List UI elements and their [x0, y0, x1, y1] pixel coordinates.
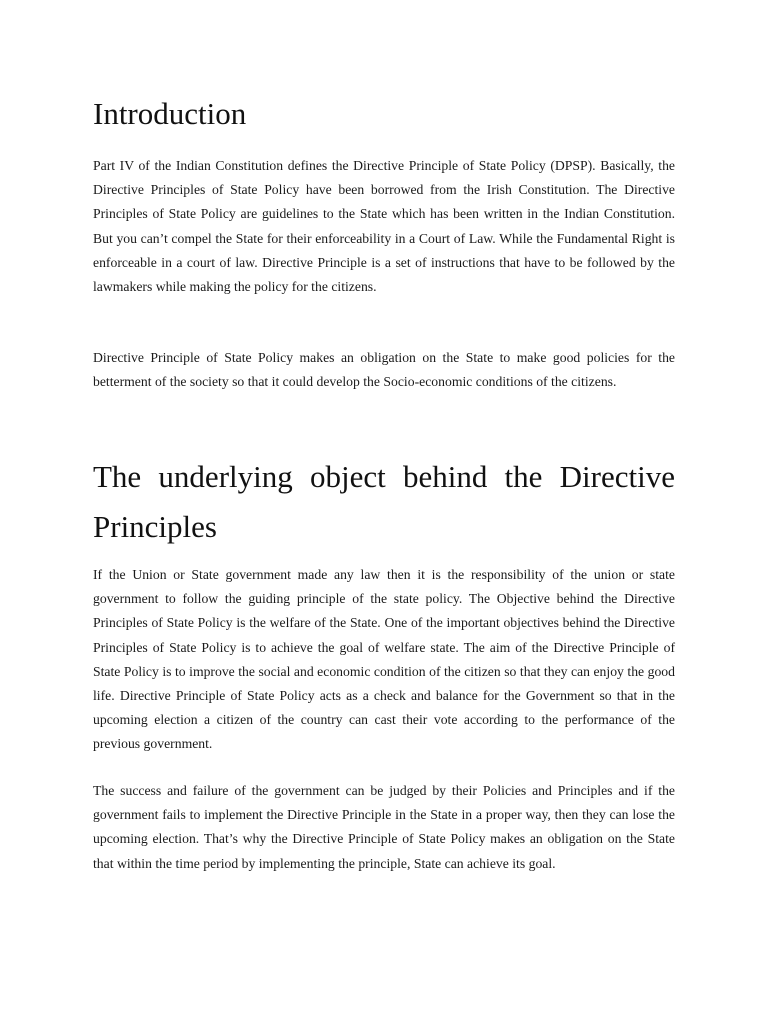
intro-paragraph-dpsp-definition: Part IV of the Indian Constitution defines the Directive Principle of State Policy (DPSP). Basically, the Directive Principles of State Policy have been borrowed from the Irish Constitution. The Directive Principles of State Policy are guidelines to the State which has been written in the Indian Constitution. But you can’t compel the State for their enforceability in a Court of Law. While the Fundamental Right is enforceable in a court of law. Directive Principle is a set of instructions that have to be followed by the lawmakers while making the policy for the citizens. [93, 158, 675, 295]
section-paragraph-success-failure: The success and failure of the government can be judged by their Policies and Principles and if the government fails to implement the Directive Principle in the State in a proper way, then they can lose the upcoming election. That’s why the Directive Principle of State Policy makes an obligation on the State that within the time period by implementing the principle, State can achieve its goal. [93, 783, 675, 871]
underlying-object-heading: The underlying object behind the Directive Principles [93, 459, 675, 544]
introduction-heading: Introduction [93, 96, 247, 131]
intro-paragraph-obligation: Directive Principle of State Policy makes an obligation on the State to make good policies for the betterment of the society so that it could develop the Socio-economic conditions of the citizens. [93, 350, 675, 390]
section-paragraph-objective: If the Union or State government made any law then it is the responsibility of the union or state government to follow the guiding principle of the state policy. The Objective behind the Directive Principles of State Policy is the welfare of the State. One of the important objectives behind the Directive Principles of State Policy is to achieve the goal of welfare state. The aim of the Directive Principle of State Policy is to improve the social and economic condition of the citizen so that they can enjoy the good life. Directive Principle of State Policy acts as a check and balance for the Government so that in the upcoming election a citizen of the country can cast their vote according to the performance of the previous government. [93, 567, 675, 752]
